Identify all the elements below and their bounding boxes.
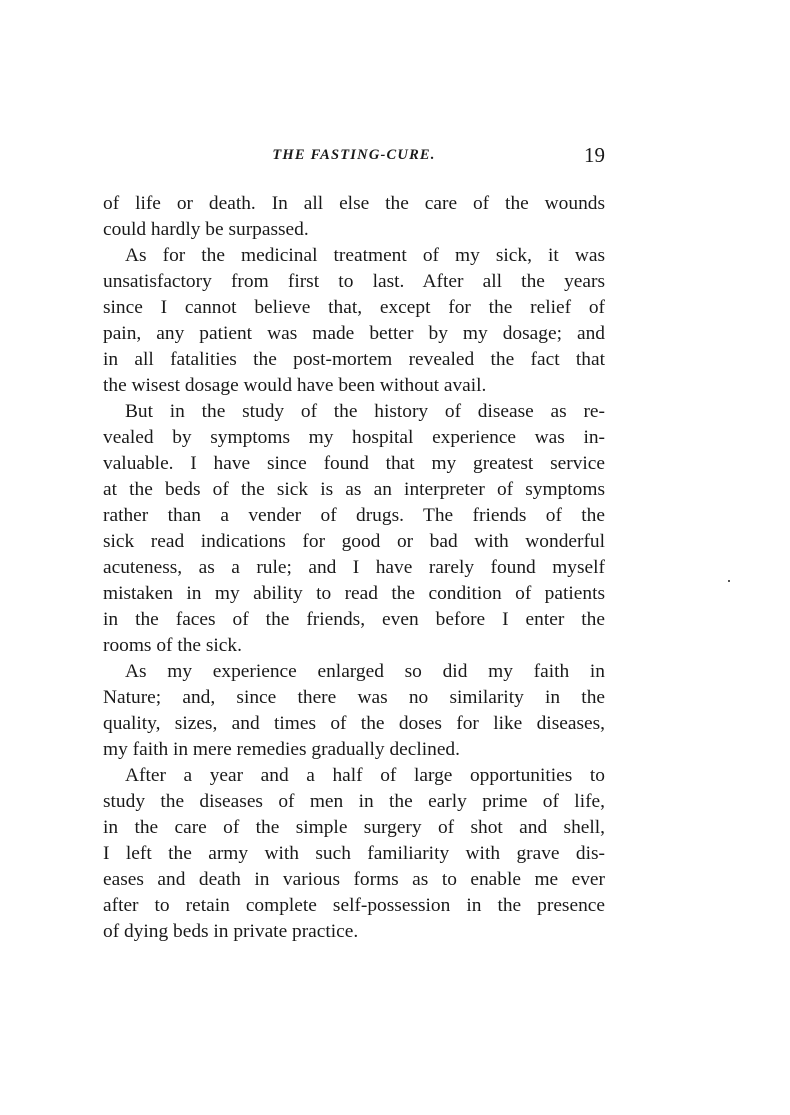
text-line: my faith in mere remedies gradually declined. (103, 739, 460, 760)
text-line: study the diseases of men in the early prime of life, (103, 791, 605, 812)
text-line: eases and death in various forms as to enable me ever (103, 869, 605, 890)
text-line: After a year and a half of large opportunities to (125, 765, 605, 786)
page-number: 19 (584, 143, 605, 167)
text-line: acuteness, as a rule; and I have rarely found myself (103, 557, 605, 578)
text-line: As my experience enlarged so did my faith in (125, 661, 605, 682)
text-line: sick read indications for good or bad with wonderful (103, 531, 605, 552)
text-line: mistaken in my ability to read the condition of patients (103, 583, 605, 604)
text-line: of dying beds in private practice. (103, 921, 359, 942)
scan-speck (728, 580, 730, 582)
paragraph (103, 191, 605, 243)
text-line: after to retain complete self-possession in the presence (103, 895, 605, 916)
text-line: quality, sizes, and times of the doses for like diseases, (103, 713, 605, 734)
running-title: THE FASTING-CURE. (272, 147, 436, 163)
paragraph (103, 243, 605, 399)
text-line: in the care of the simple surgery of shot and shell, (103, 817, 605, 838)
text-line: Nature; and, since there was no similarity in the (103, 687, 605, 708)
text-line: in all fatalities the post-mortem revealed the fact that (103, 349, 605, 370)
text-line: at the beds of the sick is as an interpreter of symptoms (103, 479, 605, 500)
text-line: since I cannot believe that, except for the relief of (103, 297, 605, 318)
paragraph (103, 659, 605, 763)
text-line: As for the medicinal treatment of my sick, it was (125, 245, 605, 266)
text-line: pain, any patient was made better by my dosage; and (103, 323, 605, 344)
text-line: could hardly be surpassed. (103, 219, 309, 240)
text-line: the wisest dosage would have been without avail. (103, 375, 487, 396)
text-line: vealed by symptoms my hospital experience was in- (103, 427, 605, 448)
text-line: of life or death. In all else the care of the wounds (103, 193, 605, 214)
text-line: unsatisfactory from first to last. After all the years (103, 271, 605, 292)
text-line: But in the study of the history of disease as re- (125, 401, 605, 422)
running-head (103, 143, 605, 169)
body-text (103, 191, 605, 945)
text-line: in the faces of the friends, even before I enter the (103, 609, 605, 630)
text-line: rather than a vender of drugs. The friends of the (103, 505, 605, 526)
paragraph (103, 399, 605, 659)
text-line: rooms of the sick. (103, 635, 242, 656)
text-line: valuable. I have since found that my greatest service (103, 453, 605, 474)
paragraph (103, 763, 605, 945)
text-line: I left the army with such familiarity with grave dis- (103, 843, 605, 864)
